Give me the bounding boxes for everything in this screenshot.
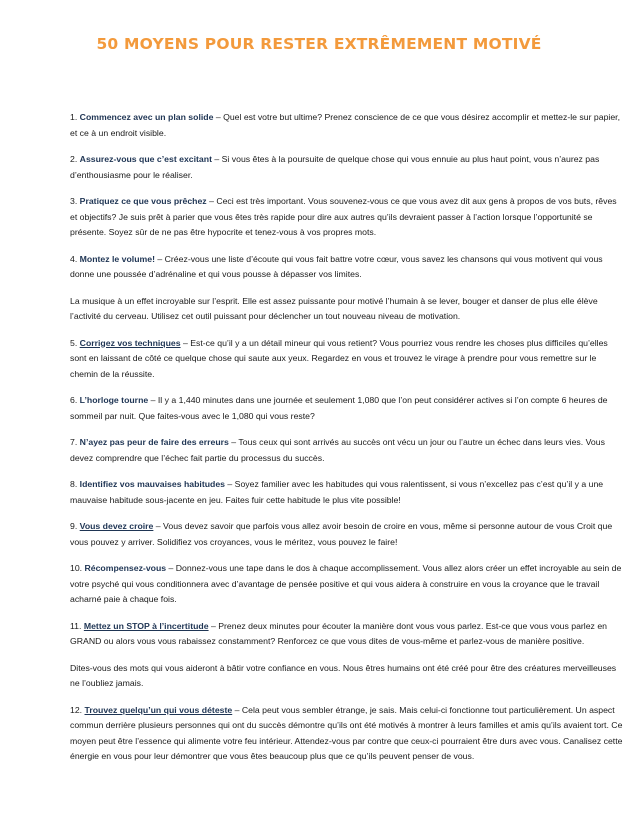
section-heading: Corrigez vos techniques [79,337,181,348]
section-text: – Il y a 1,440 minutes dans une journée et seulement 1,080 que l’on peut considérer actives si l’on compte 6 heures de sommeil par nuit. Que faites-vous avec le 1,080 qui vous reste? [70,395,608,421]
section-text: – Donnez-vous une tape dans le dos à chaque accomplissement. Vous allez alors créer un effet incroyable au sein de votre psyché qui vous conditionnera avec d’avantage de pensée positive et qui vous aidera à construire en vous la croyance que le travail acharné paie à chaque fois. [70,563,622,605]
section-number: 2. [70,153,78,164]
section-number: 9. [70,521,78,532]
section-heading: Récompensez-vous [84,563,167,574]
section-text: – Cela peut vous sembler étrange, je sais. Mais celui-ci fonctionne tout particulièrement. Un aspect commun derrière plusieurs personnes qui ont du succès démontre qu’ils ont été motivés à montrer à leurs familles et amis qu’ils avaient tort. Ce moyen peut être l’essence qui alimente votre feu intérieur. Attendez-vous par contre que ceux-ci pourraient être durs avec vous. Canalisez cette énergie en vous pour leur démontrer que vous êtes beaucoup plus que ce qu’ils peuvent penser de vous. [70,704,623,762]
section-number: 4. [70,253,78,264]
document-body [70,110,626,765]
section-4-note [70,294,626,325]
section-2 [70,152,626,183]
section-8 [70,477,626,508]
section-text: – Si vous êtes à la poursuite de quelque chose qui vous ennuie au plus haut point, vous n’aurez pas d’enthousiasme pour le réaliser. [70,153,600,180]
section-text: – Quel est votre but ultime? Prenez conscience de ce que vous désirez accomplir et mettez-le sur papier, et ce à un endroit visible. [70,112,620,138]
section-3 [70,194,626,241]
section-text: La musique à un effet incroyable sur l’esprit. Elle est assez puissante pour motivé l’humain à se lever, bouger et danser de plus elle élève l’activité du cerveau. Utilisez cet outil puissant pour déclencher un tout nouveau niveau de motivation. [70,295,598,322]
section-number: 1. [70,112,78,122]
section-heading: N’ayez pas peur de faire des erreurs [79,437,229,448]
section-number: 8. [70,479,78,490]
section-heading: L’horloge tourne [79,395,149,406]
section-11 [70,619,626,650]
section-text: – Créez-vous une liste d’écoute qui vous fait battre votre cœur, vous savez les chansons qui vous motivent qui vous donne une poussée d’adrénaline et qui vous pousse à dépasser vos limites. [70,253,603,280]
section-5 [70,336,626,383]
section-heading: Assurez-vous que c’est excitant [79,153,212,164]
section-heading: Montez le volume! [79,253,155,264]
section-text: – Prenez deux minutes pour écouter la manière dont vous vous parlez. Est-ce que vous vous parlez en GRAND ou alors vous vous rabaissez constamment? Renforcez ce que vous dites de vous-même et parlez-vous de manière positive. [70,620,607,647]
section-text: – Ceci est très important. Vous souvenez-vous ce que vous avez dit aux gens à propos de vos buts, rêves et objectifs? Je suis prêt à parier que vous êtes très rapide pour dire aux autres qu’ils devraient passer à l’action lorsque l’opportunité se présente. Soyez sûr de ne pas être hypocrite et tenez-vous à vos propres mots. [70,195,617,238]
section-heading: Commencez avec un plan solide [79,112,214,122]
section-text: – Tous ceux qui sont arrivés au succès ont vécu un jour ou l’autre un échec dans leurs vies. Vous devez comprendre que l’échec fait partie du processus du succès. [70,437,605,463]
section-10 [70,561,626,608]
section-text: – Est-ce qu’il y a un détail mineur qui vous retient? Vous pourriez vous rendre les choses plus difficiles qu’elles sont en laissant de côté ce quelque chose qui saute aux yeux. Regardez en vous et trouvez le virage à prendre pour vous remettre sur le chemin de la réussite. [70,337,608,379]
section-number: 5. [70,337,78,348]
section-text: Dites-vous des mots qui vous aideront à bâtir votre confiance en vous. Nous êtres humains ont été créé pour être des créatures merveilleuses ne l’oubliez jamais. [70,662,617,689]
section-4 [70,252,626,283]
section-7 [70,435,626,466]
section-12 [70,703,626,765]
section-6 [70,393,626,424]
section-number: 3. [70,195,78,206]
document-title: 50 MOYENS POUR RESTER EXTRÊMEMENT MOTIVÉ [96,35,542,53]
section-heading: Identifiez vos mauvaises habitudes [79,479,225,490]
section-text: – Soyez familier avec les habitudes qui vous ralentissent, si vous n’excellez pas c’est qu’il y a une mauvaise habitude sous-jacente en jeu. Faites fuir cette habitude le plus vite possible! [70,479,604,505]
section-number: 12. [70,704,83,715]
section-heading: Trouvez quelqu’un qui vous déteste [84,704,233,715]
section-number: 11. [70,620,82,631]
section-heading: Vous devez croire [79,521,154,532]
section-number: 10. [70,563,83,574]
section-heading: Mettez un STOP à l’incertitude [83,620,209,631]
section-9 [70,519,626,550]
section-1 [70,110,626,141]
section-text: – Vous devez savoir que parfois vous allez avoir besoin de croire en vous, même si personne autour de vous Croit que vous pouvez y arriver. Solidifiez vos croyances, vous le méritez, vous pouvez le faire! [70,521,613,547]
section-heading: Pratiquez ce que vous prêchez [79,195,207,206]
section-11-note [70,661,626,692]
section-number: 7. [70,437,78,448]
section-number: 6. [70,395,78,406]
